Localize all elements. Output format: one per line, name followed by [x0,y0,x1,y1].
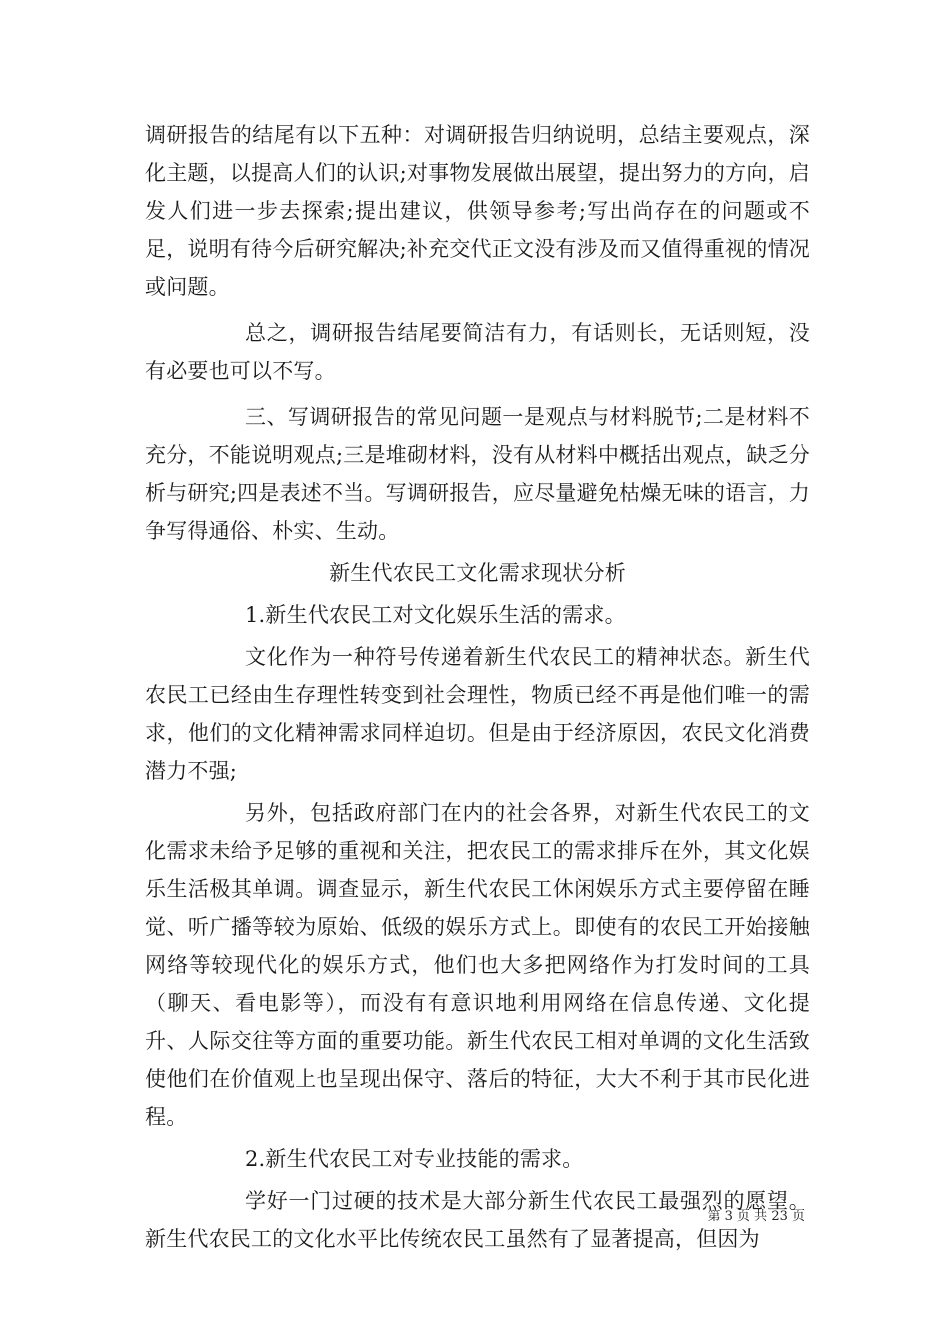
paragraph-social-neglect: 另外，包括政府部门在内的社会各界，对新生代农民工的文化需求未给予足够的重视和关注，把农民工的需求排斥在外，其文化娱乐生活极其单调。调查显示，新生代农民工休闲娱乐方式主要停留在睡觉、听广播等较为原始、低级的娱乐方式上。即使有的农民工开始接触网络等较现代化的娱乐方式，他们也大多把网络作为打发时间的工具（聊天、看电影等），而没有有意识地利用网络在信息传递、文化提升、人际交往等方面的重要功能。新生代农民工相对单调的文化生活致使他们在价值观上也呈现出保守、落后的特征，大大不利于其市民化进程。 [145,801,810,1129]
subheading-skill-needs: 2.新生代农民工对专业技能的需求。 [245,1147,584,1171]
document-body [145,116,810,1258]
page-number-footer: 第 3 页 共 23 页 [707,1209,805,1224]
paragraph-report-endings: 调研报告的结尾有以下五种：对调研报告归纳说明，总结主要观点，深化主题，以提高人们的认识;对事物发展做出展望，提出努力的方向，启发人们进一步去探索;提出建议，供领导参考;写出尚存在的问题或不足，说明有待今后研究解决;补充交代正文没有涉及而又值得重视的情况或问题。 [145,123,810,299]
paragraph-culture-symbol: 文化作为一种符号传递着新生代农民工的精神状态。新生代农民工已经由生存理性转变到社会理性，物质已经不再是他们唯一的需求，他们的文化精神需求同样迫切。但是由于经济原因，农民文化消费潜力不强; [145,645,810,783]
section-title: 新生代农民工文化需求现状分析 [329,561,626,585]
subheading-entertainment-needs: 1.新生代农民工对文化娱乐生活的需求。 [245,603,626,627]
paragraph-common-problems: 三、写调研报告的常见问题一是观点与材料脱节;二是材料不充分，不能说明观点;三是堆砌材料，没有从材料中概括出观点，缺乏分析与研究;四是表述不当。写调研报告，应尽量避免枯燥无味的语言，力争写得通俗、朴实、生动。 [145,405,810,543]
paragraph-summary: 总之，调研报告结尾要简洁有力，有话则长，无话则短，没有必要也可以不写。 [145,321,810,383]
paragraph-technical-skills: 学好一门过硬的技术是大部分新生代农民工最强烈的愿望。新生代农民工的文化水平比传统农民工虽然有了显著提高，但因为 [145,1189,810,1251]
